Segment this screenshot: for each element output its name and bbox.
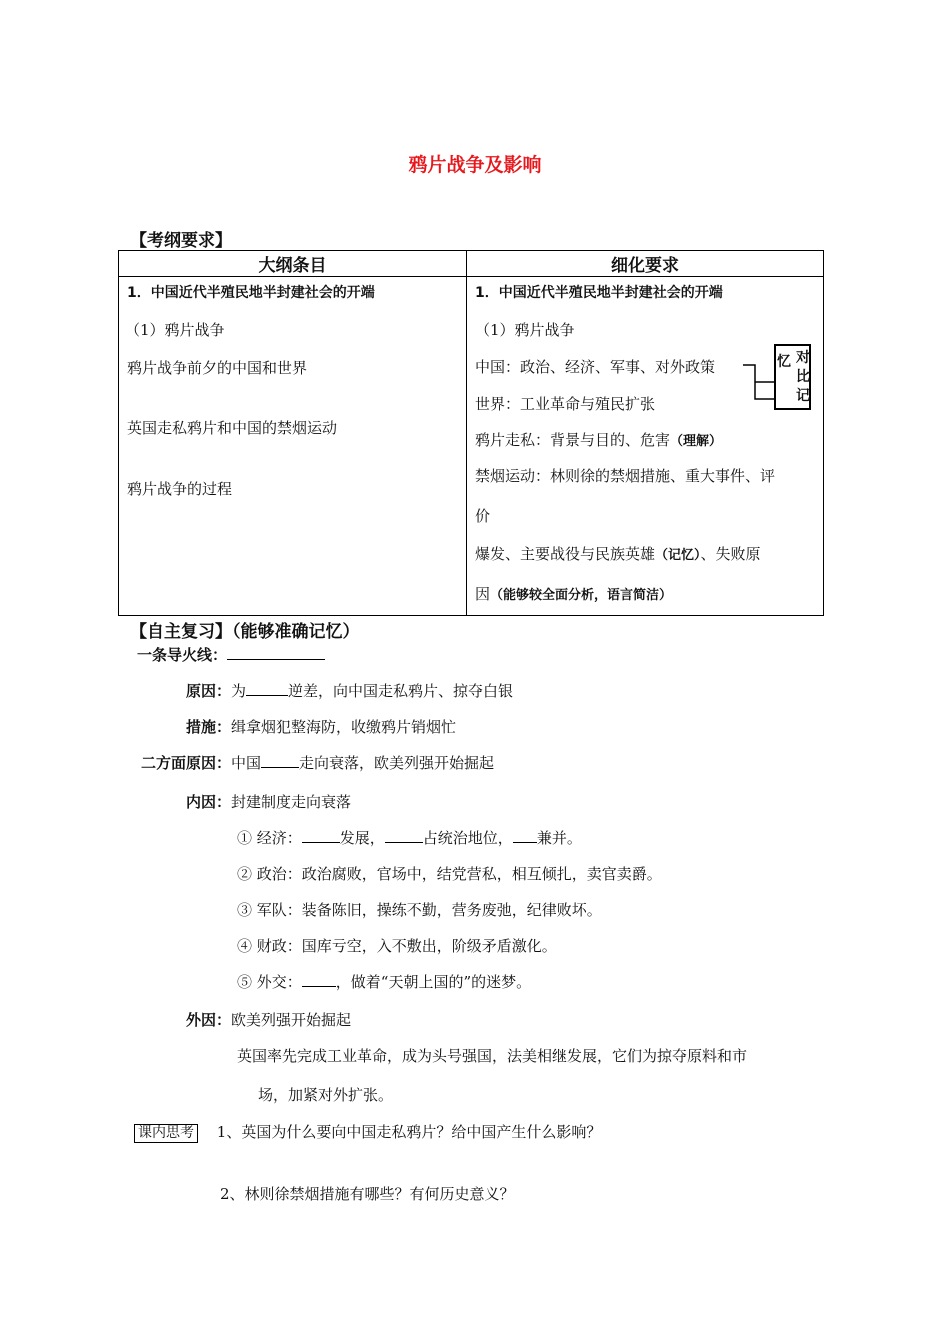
two-causes-label: 二方面原因：	[141, 754, 232, 772]
measure-label: 措施：	[186, 718, 232, 736]
external-detail-1: 英国率先完成工业革命，成为头号强国，法美相继发展，它们为掠夺原料和市	[237, 1047, 748, 1065]
syllabus-right-cell	[467, 277, 824, 616]
smuggling-note: （理解）	[670, 434, 723, 449]
outbreak-text: 爆发、主要战役与民族英雄	[475, 545, 656, 563]
right-ban-line1: 禁烟运动：林则徐的禁烟措施、重大事件、评	[475, 467, 776, 485]
right-china: 中国：政治、经济、军事、对外政策	[475, 358, 716, 376]
internal-label: 内因：	[186, 793, 232, 811]
right-ban-line2: 价	[475, 507, 491, 525]
syllabus-left-cell	[119, 277, 467, 616]
econ-blank-1	[302, 827, 340, 843]
econ-c: 占统治地位，	[422, 829, 513, 847]
thinking-q1: 1、英国为什么要向中国走私鸦片？给中国产生什么影响？	[216, 1123, 602, 1141]
politics-line: ② 政治：政治腐败，官场中，结党营私，相互倾扎，卖官卖爵。	[237, 865, 662, 883]
right-sub: （1）鸦片战争	[475, 321, 575, 339]
right-smuggling	[475, 429, 722, 450]
syllabus-heading: 【考纲要求】	[130, 231, 232, 251]
syllabus-col1-header: 大纲条目	[119, 251, 467, 277]
syllabus-col2-header: 细化要求	[467, 251, 824, 277]
right-item-heading: 1．中国近代半殖民地半封建社会的开端	[475, 285, 723, 301]
outbreak-line2-text: 因	[475, 585, 491, 603]
diplo-b: ，做着“天朝上国的”的迷梦。	[335, 973, 532, 991]
right-outbreak-line1	[475, 543, 761, 564]
fuse-blank	[227, 644, 325, 660]
smuggling-text: 鸦片走私：背景与目的、危害	[475, 431, 671, 449]
right-world: 世界：工业革命与殖民扩张	[475, 395, 656, 413]
syllabus-table	[118, 250, 824, 616]
outbreak-note: （记忆）	[655, 548, 701, 563]
compare-box	[774, 344, 811, 410]
cause-line	[186, 680, 513, 701]
finance-line: ④ 财政：国库亏空，入不敷出，阶级矛盾激化。	[237, 937, 557, 955]
cause-blank	[246, 680, 288, 696]
econ-blank-3	[513, 827, 537, 843]
cause-label: 原因：	[186, 682, 232, 700]
econ-blank-2	[385, 827, 423, 843]
thinking-q2: 2、林则徐禁烟措施有哪些？有何历史意义？	[220, 1185, 515, 1203]
compare-ghost-text: 忆	[777, 354, 791, 370]
review-heading: 【自主复习】（能够准确记忆）	[130, 622, 360, 642]
left-line2: 英国走私鸦片和中国的禁烟运动	[127, 419, 338, 437]
external-line	[186, 1009, 351, 1030]
outbreak-line2-note: （能够较全面分析，语言简洁）	[490, 588, 673, 603]
econ-b: 发展，	[339, 829, 385, 847]
measure-text: 缉拿烟犯整海防，收缴鸦片销烟忙	[231, 718, 457, 736]
thinking-q1-line	[134, 1121, 601, 1143]
econ-d: 兼并。	[536, 829, 582, 847]
left-line1: 鸦片战争前夕的中国和世界	[127, 359, 308, 377]
diplo-a: ⑤ 外交：	[237, 973, 302, 991]
two-causes-line	[141, 752, 494, 773]
thinking-box: 课内思考	[134, 1124, 198, 1143]
compare-label: 对比记	[796, 350, 810, 404]
measure-line	[186, 716, 456, 737]
page-title: 鸦片战争及影响	[408, 154, 542, 176]
diplo-blank	[302, 971, 336, 987]
right-outbreak-line2	[475, 583, 672, 604]
two-causes-blank	[261, 752, 299, 768]
external-label: 外因：	[186, 1011, 232, 1029]
cause-text-a: 为	[231, 682, 247, 700]
external-text: 欧美列强开始掘起	[231, 1011, 352, 1029]
internal-line	[186, 791, 351, 812]
fuse-label: 一条导火线：	[137, 646, 228, 664]
left-sub: （1）鸦片战争	[125, 321, 225, 339]
brace-icon	[741, 353, 777, 411]
econ-line	[237, 827, 582, 848]
left-line3: 鸦片战争的过程	[127, 480, 233, 498]
external-detail-2: 场，加紧对外扩张。	[258, 1086, 394, 1104]
outbreak-text-b: 、失败原	[700, 545, 761, 563]
military-line: ③ 军队：装备陈旧，操练不勤，营务废弛，纪律败坏。	[237, 901, 602, 919]
two-causes-text-a: 中国	[231, 754, 262, 772]
cause-text-b: 逆差，向中国走私鸦片、掠夺白银	[288, 682, 514, 700]
diplomacy-line	[237, 971, 531, 992]
two-causes-text-b: 走向衰落，欧美列强开始掘起	[299, 754, 495, 772]
internal-text: 封建制度走向衰落	[231, 793, 352, 811]
fuse-line	[137, 644, 325, 665]
left-item-heading: 1．中国近代半殖民地半封建社会的开端	[127, 285, 375, 301]
econ-a: ① 经济：	[237, 829, 302, 847]
